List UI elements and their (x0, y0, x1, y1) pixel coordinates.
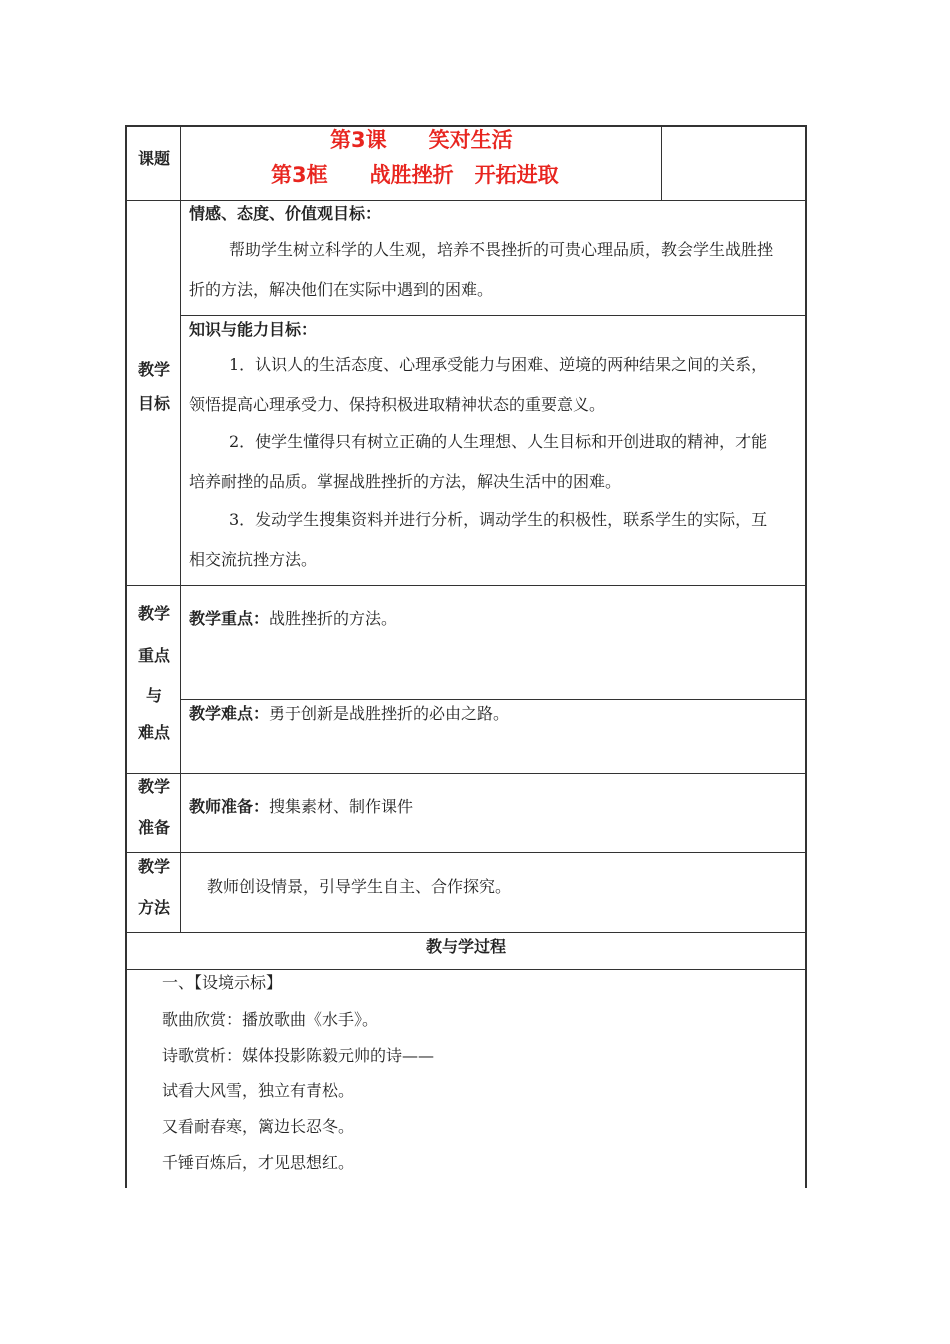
difficult-point (189, 704, 509, 724)
topic-label: 课题 (137, 149, 170, 168)
row-divider (126, 773, 806, 774)
key-point (189, 609, 397, 629)
teacher-preparation-label: 教师准备： (189, 797, 270, 816)
ability-goal-2: 2．使学生懂得只有树立正确的人生理想、人生目标和开创进取的精神，才能 (229, 432, 768, 451)
key-point-label: 教学重点： (189, 609, 270, 628)
keypoints-label-1: 教学 (137, 604, 170, 623)
row-divider (126, 969, 806, 970)
emotion-goals-heading: 情感、态度、价值观目标： (189, 204, 382, 223)
row-divider (126, 585, 806, 586)
method-label-2: 方法 (137, 898, 170, 917)
teacher-preparation-text: 搜集素材、制作课件 (269, 797, 414, 816)
process-line: 又看耐春寒，篱边长忍冬。 (162, 1117, 355, 1136)
row-divider (126, 852, 806, 853)
ability-goal-3: 相交流抗挫方法。 (189, 550, 318, 569)
row-divider (126, 932, 806, 933)
difficult-point-label: 教学难点： (189, 704, 270, 723)
preparation-label-1: 教学 (137, 777, 170, 796)
ability-goal-2: 培养耐挫的品质。掌握战胜挫折的方法，解决生活中的困难。 (189, 472, 622, 491)
section-title: 第3框 战胜挫折 开拓进取 (271, 163, 559, 187)
table-border-right (805, 125, 807, 1188)
keypoints-label-3: 与 (145, 686, 162, 705)
ability-goal-1: 领悟提高心理承受力、保持积极进取精神状态的重要意义。 (189, 395, 606, 414)
preparation-label-2: 准备 (137, 818, 170, 837)
emotion-goals-text: 帮助学生树立科学的人生观，培养不畏挫折的可贵心理品质，教会学生战胜挫 (229, 240, 774, 259)
title-cell-divider (661, 126, 662, 200)
row-divider (126, 200, 806, 201)
sub-row-divider (181, 699, 806, 700)
process-line: 歌曲欣赏：播放歌曲《水手》。 (162, 1010, 379, 1029)
ability-goal-3: 3．发动学生搜集资料并进行分析，调动学生的积极性，联系学生的实际，互 (229, 510, 768, 529)
objectives-label-2: 目标 (137, 394, 170, 413)
lesson-title: 第3课 笑对生活 (330, 128, 513, 152)
key-point-text: 战胜挫折的方法。 (269, 609, 398, 628)
process-line: 千锤百炼后，才见思想红。 (162, 1153, 355, 1172)
keypoints-label-2: 重点 (137, 646, 170, 665)
emotion-goals-text: 折的方法，解决他们在实际中遇到的困难。 (189, 280, 494, 299)
method-label-1: 教学 (137, 857, 170, 876)
difficult-point-text: 勇于创新是战胜挫折的必由之路。 (269, 704, 510, 723)
process-line: 一、【设境示标】 (162, 973, 283, 992)
teacher-preparation (189, 797, 413, 817)
ability-goals-heading: 知识与能力目标： (189, 320, 318, 339)
teaching-method-text: 教师创设情景，引导学生自主、合作探究。 (207, 877, 512, 896)
ability-goal-1: 1．认识人的生活态度、心理承受能力与困难、逆境的两种结果之间的关系， (229, 355, 768, 374)
label-column-divider (180, 126, 181, 932)
keypoints-label-4: 难点 (137, 723, 170, 742)
process-line: 试看大风雪，独立有青松。 (162, 1081, 355, 1100)
sub-row-divider (181, 315, 806, 316)
process-line: 诗歌赏析：媒体投影陈毅元帅的诗—— (162, 1046, 435, 1065)
objectives-label-1: 教学 (137, 360, 170, 379)
process-heading: 教与学过程 (426, 937, 507, 956)
